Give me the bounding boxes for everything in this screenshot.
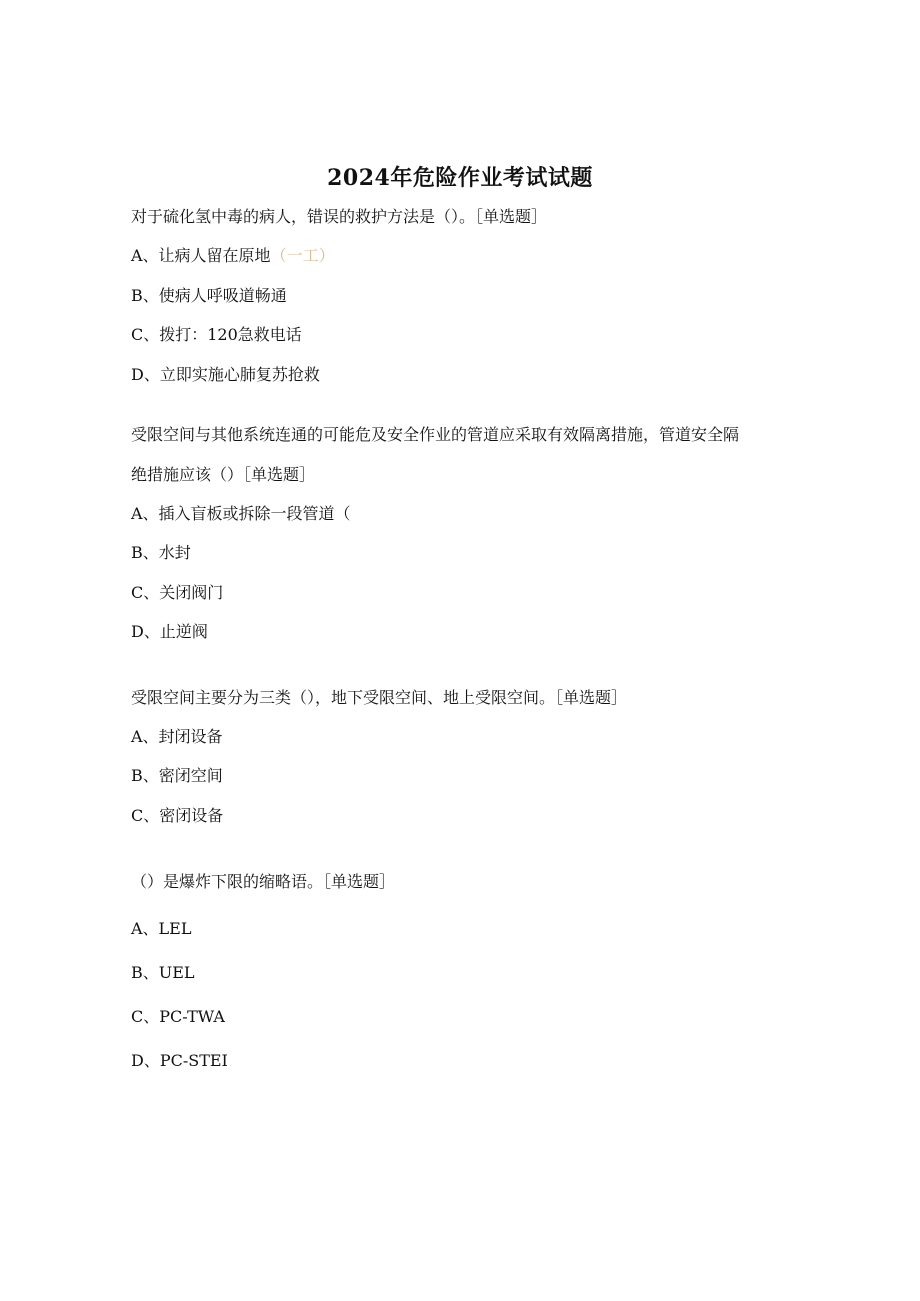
question-3-option-a: A、封闭设备: [131, 727, 223, 746]
question-2-option-c: C、关闭阀门: [131, 583, 224, 602]
question-4-option-b: B、UEL: [131, 963, 195, 982]
question-4-option-a: A、LEL: [131, 919, 192, 938]
question-1-option-a: [131, 244, 335, 268]
page-title: 2024年危险作业考试试题: [327, 165, 593, 191]
question-3-text: 受限空间主要分为三类（），地下受限空间、地上受限空间。［单选题］: [131, 688, 628, 707]
question-3-option-b: B、密闭空间: [131, 766, 223, 785]
question-1-option-b: B、使病人呼吸道畅通: [131, 286, 287, 305]
question-1-option-d: D、立即实施心肺复苏抢救: [131, 365, 320, 384]
question-4-option-d: D、PC-STEI: [131, 1051, 228, 1070]
question-1-text: 对于硫化氢中毒的病人，错误的救护方法是（）。［单选题］: [131, 207, 548, 226]
question-2-text-line2: 绝措施应该（）［单选题］: [131, 465, 316, 484]
question-4-option-c: C、PC-TWA: [131, 1007, 225, 1026]
question-2-option-a: A、插入盲板或拆除一段管道（: [131, 504, 351, 523]
question-1-option-c: C、拨打：120急救电话: [131, 325, 302, 344]
option-label: A、让病人留在原地: [131, 246, 271, 265]
question-2-option-b: B、水封: [131, 543, 191, 562]
question-2-option-d: D、止逆阀: [131, 622, 208, 641]
answer-mark: （一工）: [270, 246, 335, 265]
question-3-option-c: C、密闭设备: [131, 806, 224, 825]
question-2-text-line1: 受限空间与其他系统连通的可能危及安全作业的管道应采取有效隔离措施，管道安全隔: [131, 425, 740, 444]
question-4-text: （）是爆炸下限的缩略语。［单选题］: [131, 872, 396, 891]
